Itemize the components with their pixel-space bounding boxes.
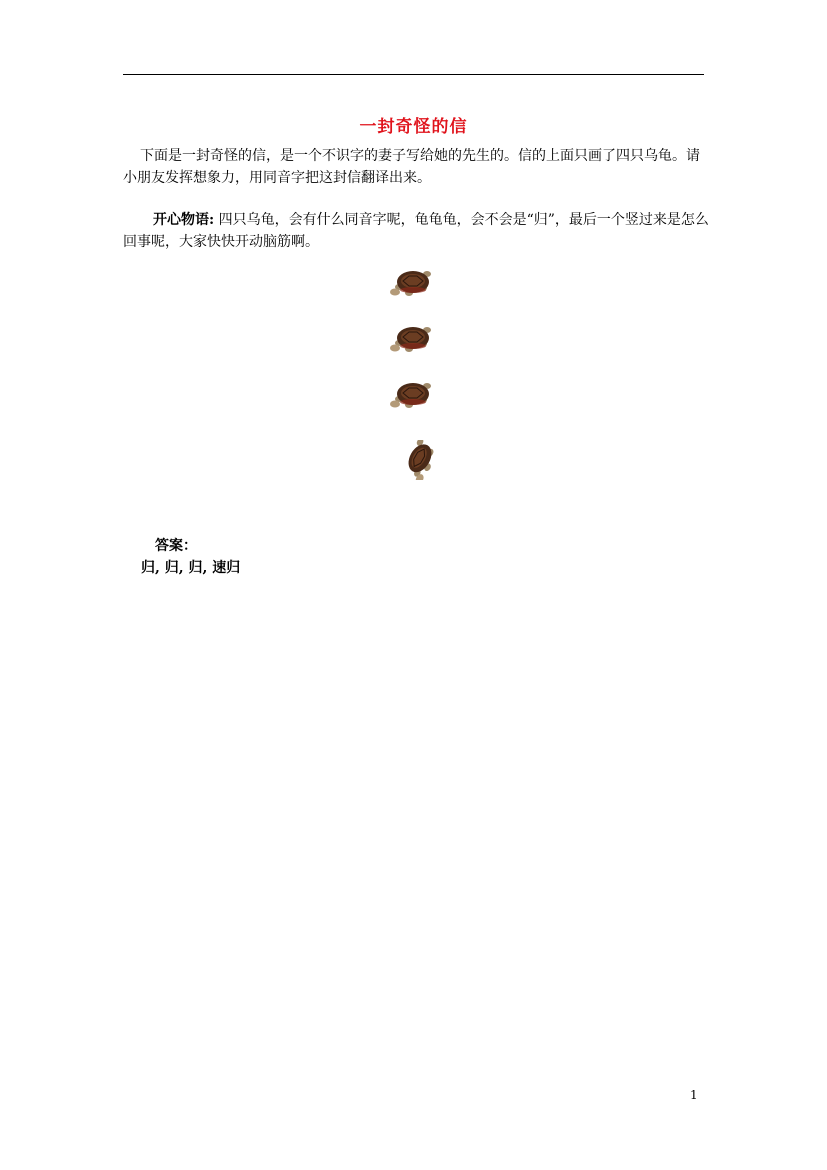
turtle-icon	[395, 440, 443, 480]
intro-paragraph: 下面是一封奇怪的信，是一个不识字的妻子写给她的先生的。信的上面只画了四只乌龟。请小朋友发挥想象力，用同音字把这封信翻译出来。	[123, 148, 700, 186]
tip-body: 四只乌龟，会有什么同音字呢，龟龟龟，会不会是“归”，最后一个竖过来是怎么回事呢，大家快快开动脑筋啊。	[123, 212, 709, 250]
page-number: 1	[690, 1088, 698, 1102]
document-title: 一封奇怪的信	[359, 117, 468, 137]
answer-label: 答案：	[155, 538, 197, 554]
turtle-icon	[387, 262, 435, 302]
tip-paragraph	[123, 209, 713, 253]
turtle-icon	[387, 318, 435, 358]
tip-lead: 开心物语:	[153, 212, 215, 228]
turtle-icon	[387, 374, 435, 414]
answer-text: 归, 归, 归, 速归	[141, 560, 241, 576]
header-rule	[123, 74, 704, 75]
